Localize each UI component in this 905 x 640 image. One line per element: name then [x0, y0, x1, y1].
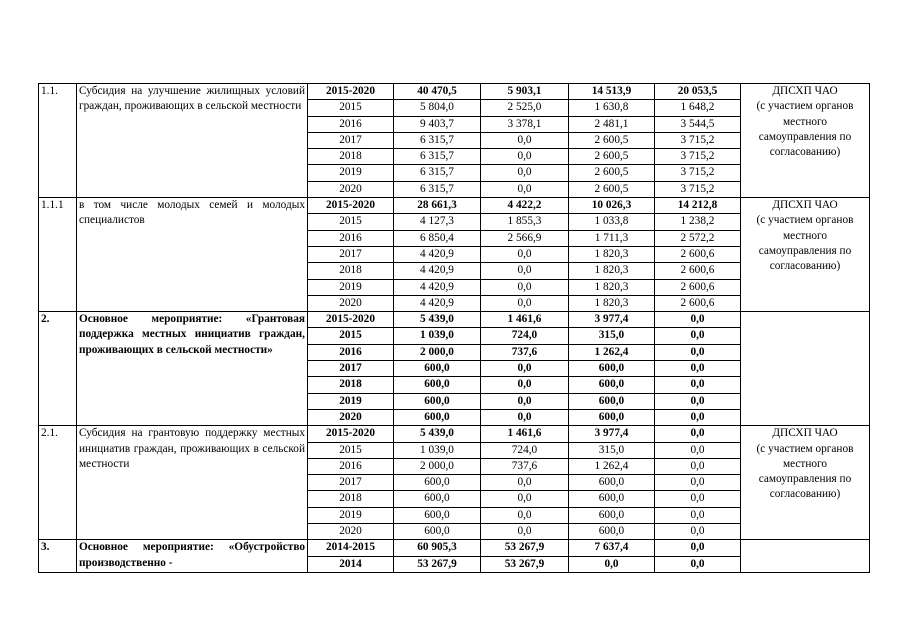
federal-budget-cell: 1 461,6: [481, 312, 569, 328]
total-cell: 4 420,9: [394, 263, 481, 279]
federal-budget-cell: 0,0: [481, 393, 569, 409]
federal-budget-cell: 0,0: [481, 409, 569, 425]
table-row: [39, 426, 870, 442]
table-row: [39, 312, 870, 328]
federal-budget-cell: 1 461,6: [481, 426, 569, 442]
item-number: 1.1.: [39, 84, 77, 198]
total-cell: 4 420,9: [394, 279, 481, 295]
year-cell: 2020: [308, 524, 394, 540]
local-budget-cell: 0,0: [655, 328, 741, 344]
district-budget-cell: 1 262,4: [569, 458, 655, 474]
local-budget-cell: 0,0: [655, 442, 741, 458]
item-name: Субсидия на грантовую поддержку местных инициатив граждан, проживающих в сельской местности: [77, 426, 308, 540]
total-cell: 600,0: [394, 507, 481, 523]
year-cell: 2016: [308, 230, 394, 246]
local-budget-cell: 0,0: [655, 458, 741, 474]
responsible-executor: [741, 540, 870, 573]
local-budget-cell: 0,0: [655, 393, 741, 409]
district-budget-cell: 2 600,5: [569, 132, 655, 148]
total-cell: 53 267,9: [394, 556, 481, 572]
local-budget-cell: 20 053,5: [655, 84, 741, 100]
local-budget-cell: 0,0: [655, 377, 741, 393]
year-cell: 2017: [308, 132, 394, 148]
federal-budget-cell: 0,0: [481, 165, 569, 181]
year-cell: 2015: [308, 328, 394, 344]
district-budget-cell: 315,0: [569, 328, 655, 344]
local-budget-cell: 0,0: [655, 344, 741, 360]
district-budget-cell: 600,0: [569, 393, 655, 409]
district-budget-cell: 2 600,5: [569, 165, 655, 181]
item-name: Субсидия на улучшение жилищных условий граждан, проживающих в сельской местности: [77, 84, 308, 198]
total-cell: 600,0: [394, 409, 481, 425]
local-budget-cell: 0,0: [655, 524, 741, 540]
federal-budget-cell: 1 855,3: [481, 214, 569, 230]
year-cell: 2015-2020: [308, 198, 394, 214]
total-cell: 5 804,0: [394, 100, 481, 116]
federal-budget-cell: 0,0: [481, 524, 569, 540]
district-budget-cell: 1 630,8: [569, 100, 655, 116]
total-cell: 4 420,9: [394, 246, 481, 262]
federal-budget-cell: 0,0: [481, 507, 569, 523]
year-cell: 2016: [308, 344, 394, 360]
federal-budget-cell: 0,0: [481, 361, 569, 377]
year-cell: 2015-2020: [308, 84, 394, 100]
district-budget-cell: 600,0: [569, 491, 655, 507]
total-cell: 40 470,5: [394, 84, 481, 100]
federal-budget-cell: 0,0: [481, 181, 569, 197]
item-number: 2.: [39, 312, 77, 426]
total-cell: 1 039,0: [394, 442, 481, 458]
district-budget-cell: 1 033,8: [569, 214, 655, 230]
local-budget-cell: 3 715,2: [655, 181, 741, 197]
item-name: Основное мероприятие: «Грантовая поддержка местных инициатив граждан, проживающих в сельской местности»: [77, 312, 308, 426]
federal-budget-cell: 0,0: [481, 263, 569, 279]
local-budget-cell: 2 600,6: [655, 246, 741, 262]
total-cell: 2 000,0: [394, 344, 481, 360]
local-budget-cell: 2 600,6: [655, 295, 741, 311]
year-cell: 2020: [308, 409, 394, 425]
federal-budget-cell: 2 525,0: [481, 100, 569, 116]
federal-budget-cell: 53 267,9: [481, 556, 569, 572]
federal-budget-cell: 4 422,2: [481, 198, 569, 214]
year-cell: 2016: [308, 116, 394, 132]
year-cell: 2019: [308, 279, 394, 295]
year-cell: 2015: [308, 100, 394, 116]
year-cell: 2018: [308, 491, 394, 507]
federal-budget-cell: 0,0: [481, 132, 569, 148]
local-budget-cell: 3 715,2: [655, 149, 741, 165]
year-cell: 2019: [308, 393, 394, 409]
local-budget-cell: 0,0: [655, 426, 741, 442]
local-budget-cell: 0,0: [655, 361, 741, 377]
item-name: Основное мероприятие: «Обустройство производственно -: [77, 540, 308, 573]
federal-budget-cell: 724,0: [481, 442, 569, 458]
local-budget-cell: 1 238,2: [655, 214, 741, 230]
total-cell: 600,0: [394, 524, 481, 540]
total-cell: 600,0: [394, 361, 481, 377]
local-budget-cell: 0,0: [655, 312, 741, 328]
responsible-executor: ДПСХП ЧАО (с участием органов местного самоуправления по согласованию): [741, 198, 870, 312]
responsible-executor: [741, 312, 870, 426]
local-budget-cell: 2 600,6: [655, 263, 741, 279]
federal-budget-cell: 0,0: [481, 279, 569, 295]
district-budget-cell: 2 600,5: [569, 149, 655, 165]
district-budget-cell: 1 820,3: [569, 279, 655, 295]
district-budget-cell: 600,0: [569, 507, 655, 523]
district-budget-cell: 1 262,4: [569, 344, 655, 360]
total-cell: 60 905,3: [394, 540, 481, 556]
year-cell: 2015-2020: [308, 312, 394, 328]
total-cell: 5 439,0: [394, 426, 481, 442]
year-cell: 2016: [308, 458, 394, 474]
federal-budget-cell: 53 267,9: [481, 540, 569, 556]
federal-budget-cell: 3 378,1: [481, 116, 569, 132]
federal-budget-cell: 0,0: [481, 491, 569, 507]
district-budget-cell: 1 820,3: [569, 295, 655, 311]
local-budget-cell: 2 572,2: [655, 230, 741, 246]
district-budget-cell: 600,0: [569, 361, 655, 377]
year-cell: 2020: [308, 181, 394, 197]
federal-budget-cell: 737,6: [481, 458, 569, 474]
total-cell: 6 315,7: [394, 165, 481, 181]
local-budget-cell: 0,0: [655, 409, 741, 425]
district-budget-cell: 1 820,3: [569, 263, 655, 279]
federal-budget-cell: 0,0: [481, 246, 569, 262]
district-budget-cell: 2 600,5: [569, 181, 655, 197]
item-number: 1.1.1: [39, 198, 77, 312]
total-cell: 9 403,7: [394, 116, 481, 132]
local-budget-cell: 0,0: [655, 540, 741, 556]
total-cell: 6 850,4: [394, 230, 481, 246]
year-cell: 2018: [308, 149, 394, 165]
district-budget-cell: 600,0: [569, 377, 655, 393]
district-budget-cell: 600,0: [569, 409, 655, 425]
district-budget-cell: 1 711,3: [569, 230, 655, 246]
total-cell: 4 420,9: [394, 295, 481, 311]
district-budget-cell: 3 977,4: [569, 426, 655, 442]
year-cell: 2020: [308, 295, 394, 311]
total-cell: 5 439,0: [394, 312, 481, 328]
total-cell: 600,0: [394, 377, 481, 393]
federal-budget-cell: 5 903,1: [481, 84, 569, 100]
total-cell: 6 315,7: [394, 149, 481, 165]
responsible-executor: ДПСХП ЧАО (с участием органов местного самоуправления по согласованию): [741, 426, 870, 540]
year-cell: 2014: [308, 556, 394, 572]
local-budget-cell: 0,0: [655, 491, 741, 507]
responsible-executor: ДПСХП ЧАО (с участием органов местного самоуправления по согласованию): [741, 84, 870, 198]
year-cell: 2018: [308, 263, 394, 279]
year-cell: 2019: [308, 507, 394, 523]
local-budget-cell: 0,0: [655, 475, 741, 491]
federal-budget-cell: 0,0: [481, 295, 569, 311]
district-budget-cell: 1 820,3: [569, 246, 655, 262]
local-budget-cell: 0,0: [655, 507, 741, 523]
item-name: в том числе молодых семей и молодых специалистов: [77, 198, 308, 312]
year-cell: 2017: [308, 475, 394, 491]
federal-budget-cell: 724,0: [481, 328, 569, 344]
district-budget-cell: 7 637,4: [569, 540, 655, 556]
funding-table: [38, 83, 870, 573]
district-budget-cell: 3 977,4: [569, 312, 655, 328]
local-budget-cell: 3 544,5: [655, 116, 741, 132]
item-number: 3.: [39, 540, 77, 573]
local-budget-cell: 1 648,2: [655, 100, 741, 116]
year-cell: 2018: [308, 377, 394, 393]
total-cell: 600,0: [394, 393, 481, 409]
total-cell: 28 661,3: [394, 198, 481, 214]
district-budget-cell: 600,0: [569, 524, 655, 540]
local-budget-cell: 3 715,2: [655, 132, 741, 148]
total-cell: 1 039,0: [394, 328, 481, 344]
total-cell: 4 127,3: [394, 214, 481, 230]
total-cell: 600,0: [394, 475, 481, 491]
local-budget-cell: 14 212,8: [655, 198, 741, 214]
year-cell: 2019: [308, 165, 394, 181]
year-cell: 2017: [308, 361, 394, 377]
total-cell: 2 000,0: [394, 458, 481, 474]
year-cell: 2015: [308, 214, 394, 230]
year-cell: 2015-2020: [308, 426, 394, 442]
district-budget-cell: 600,0: [569, 475, 655, 491]
federal-budget-cell: 0,0: [481, 475, 569, 491]
table-row: [39, 84, 870, 100]
year-cell: 2014-2015: [308, 540, 394, 556]
local-budget-cell: 0,0: [655, 556, 741, 572]
year-cell: 2015: [308, 442, 394, 458]
item-number: 2.1.: [39, 426, 77, 540]
table-row: [39, 198, 870, 214]
district-budget-cell: 315,0: [569, 442, 655, 458]
district-budget-cell: 14 513,9: [569, 84, 655, 100]
local-budget-cell: 2 600,6: [655, 279, 741, 295]
year-cell: 2017: [308, 246, 394, 262]
funding-table-body: [39, 84, 870, 573]
federal-budget-cell: 0,0: [481, 149, 569, 165]
total-cell: 600,0: [394, 491, 481, 507]
federal-budget-cell: 2 566,9: [481, 230, 569, 246]
table-row: [39, 540, 870, 556]
total-cell: 6 315,7: [394, 181, 481, 197]
federal-budget-cell: 737,6: [481, 344, 569, 360]
federal-budget-cell: 0,0: [481, 377, 569, 393]
district-budget-cell: 10 026,3: [569, 198, 655, 214]
local-budget-cell: 3 715,2: [655, 165, 741, 181]
total-cell: 6 315,7: [394, 132, 481, 148]
district-budget-cell: 0,0: [569, 556, 655, 572]
district-budget-cell: 2 481,1: [569, 116, 655, 132]
